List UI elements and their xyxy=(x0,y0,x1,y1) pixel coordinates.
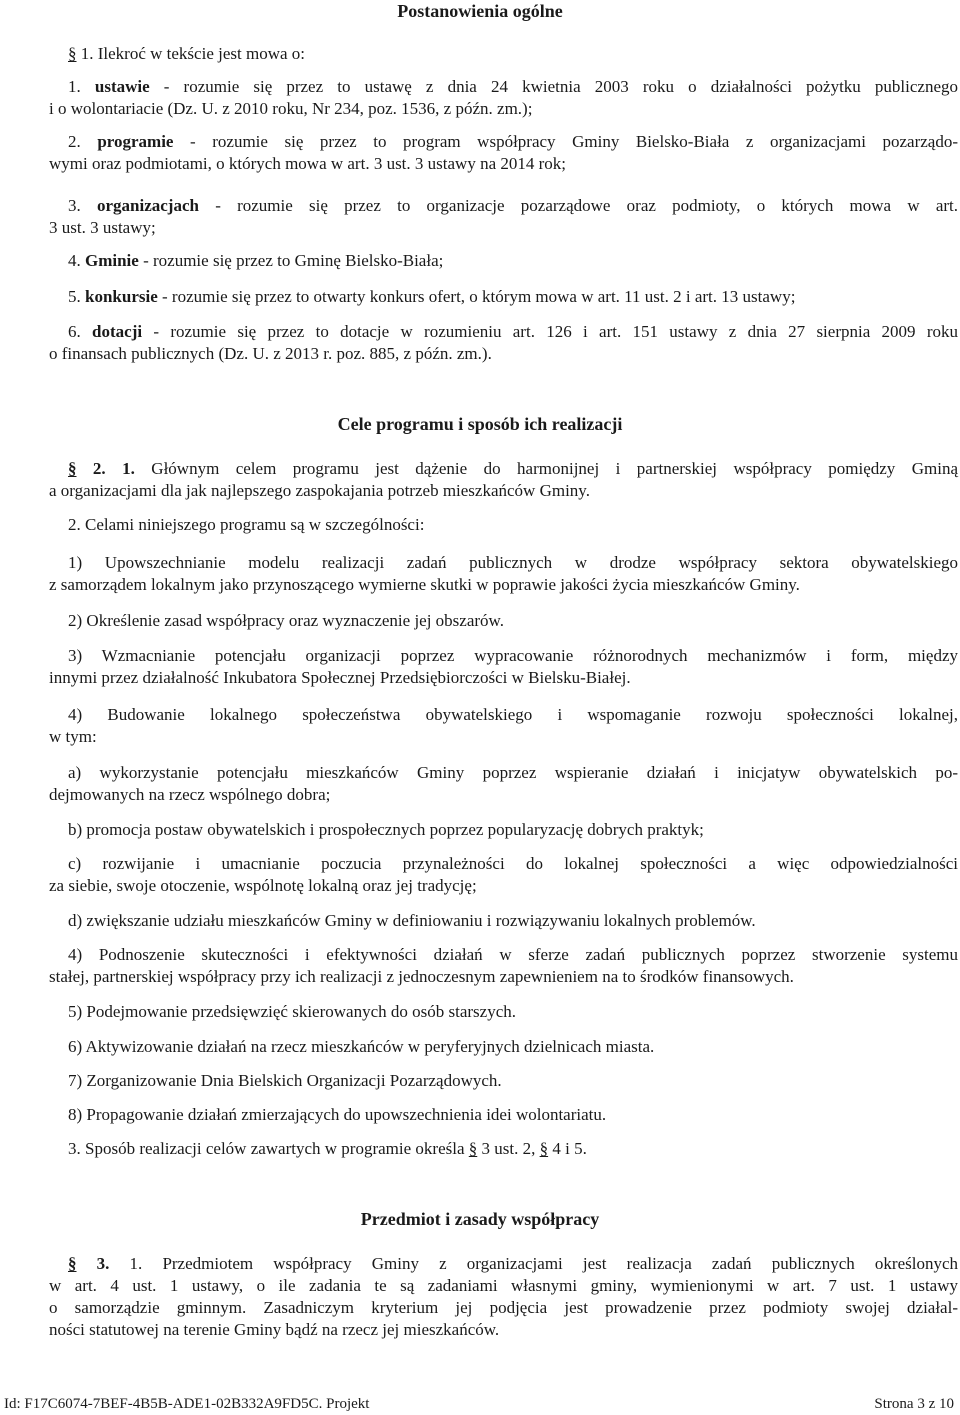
document-id: Id: F17C6074-7BEF-4B5B-ADE1-02B332A9FD5C. Projekt xyxy=(4,1396,370,1412)
goal-4-second-line-1: 4) Podnoszenie skuteczności i efektywności działań w sferze zadań publicznych poprzez stworzenie systemu xyxy=(68,945,958,964)
definition-term: organizacjach xyxy=(96,196,199,215)
goal-4-line-1: 4) Budowanie lokalnego społeczeństwa obywatelskiego i wspomaganie rozwoju społeczności lokalnej, xyxy=(68,705,958,724)
definition-2-line-1: 2. programie - rozumie się przez to program współpracy Gminy Bielsko-Biała z organizacjami pozarządo- xyxy=(68,132,959,151)
paragraph-1-intro-text: 1. Ilekroć w tekście jest mowa o: xyxy=(80,44,305,63)
goal-5: 5) Podejmowanie przedsięwzięć skierowanych do osób starszych. xyxy=(68,1002,517,1021)
paragraph-2-point-2: 2. Celami niniejszego programu są w szczególności: xyxy=(68,515,425,534)
definition-term: konkursie xyxy=(85,287,158,306)
goal-3-line-2: innymi przez działalność Inkubatora Społecznej Przedsiębiorczości w Bielsku-Białej. xyxy=(49,668,631,687)
paragraph-3-line-2: w art. 4 ust. 1 ustawy, o ile zadania te są zadaniami własnymi gminy, wymienionymi w art. 7 ust. 1 ustawy xyxy=(49,1276,958,1295)
section-sign: § xyxy=(68,44,77,63)
definition-term: programie xyxy=(97,132,174,151)
paragraph-1-intro xyxy=(68,43,305,65)
definition-2-line-2: wymi oraz podmiotami, o których mowa w art. 3 ust. 3 ustawy na 2014 rok; xyxy=(49,154,566,173)
definition-6-line-1: 6. dotacji - rozumie się przez to dotacje w rozumieniu art. 126 i art. 151 ustawy z dnia 27 sierpnia 2009 roku xyxy=(68,322,959,341)
section-sign: § xyxy=(68,459,77,478)
section-sign: § xyxy=(539,1139,549,1158)
goal-1-line-1: 1) Upowszechnianie modelu realizacji zadań publicznych w drodze współpracy sektora obywatelskiego xyxy=(68,553,958,572)
section-sign: § xyxy=(68,1254,77,1273)
goal-1-line-2: z samorządem lokalnym jako przynoszącego wymierne skutki w poprawie jakości życia mieszkańców Gminy. xyxy=(49,575,800,594)
definition-3-line-2: 3 ust. 3 ustawy; xyxy=(49,218,156,237)
paragraph-2-point-3: 3. Sposób realizacji celów zawartych w programie określa § 3 ust. 2, § 4 i 5. xyxy=(68,1139,587,1158)
paragraph-2-line-2: a organizacjami dla jak najlepszego zaspokajania potrzeb mieszkańców Gminy. xyxy=(49,481,590,500)
definition-6-line-2: o finansach publicznych (Dz. U. z 2013 r. poz. 885, z późn. zm.). xyxy=(49,344,492,363)
definition-term: ustawie xyxy=(94,77,150,96)
section-heading-goals: Cele programu i sposób ich realizacji xyxy=(337,414,623,434)
goal-8: 8) Propagowanie działań zmierzających do upowszechnienia idei wolontariatu. xyxy=(68,1105,607,1124)
goal-2: 2) Określenie zasad współpracy oraz wyznaczenie jej obszarów. xyxy=(68,611,504,630)
section-heading-cooperation: Przedmiot i zasady współpracy xyxy=(360,1209,600,1229)
page-number: Strona 3 z 10 xyxy=(874,1396,954,1412)
definition-5: 5. konkursie - rozumie się przez to otwarty konkurs ofert, o którym mowa w art. 11 ust. 2 i art. 13 ustawy; xyxy=(68,287,796,306)
paragraph-3-line-3: o samorządzie gminnym. Zasadniczym kryterium jej podjęcia jest prowadzenie przez podmioty swojej działal- xyxy=(49,1298,958,1317)
section-heading-general: Postanowienia ogólne xyxy=(397,1,563,21)
paragraph-2-line-1: § 2. 1. Głównym celem programu jest dążenie do harmonijnej i partnerskiej współpracy pomiędzy Gminą xyxy=(68,459,958,478)
section-sign: § xyxy=(468,1139,478,1158)
goal-7: 7) Zorganizowanie Dnia Bielskich Organizacji Pozarządowych. xyxy=(68,1071,502,1090)
goal-4-second-line-2: stałej, partnerskiej współpracy przy ich realizacji z jednoczesnym zapewnieniem na to środków finansowych. xyxy=(49,967,794,986)
paragraph-3-line-4: ności statutowej na terenie Gminy bądź na rzecz jej mieszkańców. xyxy=(49,1320,500,1339)
goal-3-line-1: 3) Wzmacnianie potencjału organizacji poprzez wypracowanie różnorodnych mechanizmów i form, między xyxy=(68,646,958,665)
definition-term: Gminie xyxy=(85,251,139,270)
goal-4a-line-2: dejmowanych na rzecz wspólnego dobra; xyxy=(49,785,331,804)
definition-4: 4. Gminie - rozumie się przez to Gminę Bielsko-Biała; xyxy=(68,251,444,270)
goal-4c-line-1: c) rozwijanie i umacnianie poczucia przynależności do lokalnej społeczności a więc odpowiedzialności xyxy=(68,854,958,873)
definition-3-line-1: 3. organizacjach - rozumie się przez to organizacje pozarządowe oraz podmioty, o których mowa w art. xyxy=(68,196,959,215)
goal-4b: b) promocja postaw obywatelskich i prospołecznych poprzez popularyzację dobrych praktyk; xyxy=(68,820,704,839)
goal-4a-line-1: a) wykorzystanie potencjału mieszkańców Gminy poprzez wspieranie działań i inicjatyw obywatelskich po- xyxy=(68,763,958,782)
goal-4-line-2: w tym: xyxy=(49,727,97,746)
definition-1-line-2: i o wolontariacie (Dz. U. z 2010 roku, Nr 234, poz. 1536, z późn. zm.); xyxy=(49,99,533,118)
goal-4c-line-2: za siebie, swoje otoczenie, wspólnotę lokalną oraz jej tradycję; xyxy=(49,876,477,895)
goal-4d: d) zwiększanie udziału mieszkańców Gminy w definiowaniu i rozwiązywaniu lokalnych problemów. xyxy=(68,911,756,930)
definition-term: dotacji xyxy=(92,322,143,341)
definition-1-line-1: 1. ustawie - rozumie się przez to ustawę z dnia 24 kwietnia 2003 roku o działalności pożytku publicznego xyxy=(68,77,959,96)
paragraph-3-line-1: § 3. 1. Przedmiotem współpracy Gminy z organizacjami jest realizacja zadań publicznych określonych xyxy=(68,1254,959,1273)
goal-6: 6) Aktywizowanie działań na rzecz mieszkańców w peryferyjnych dzielnicach miasta. xyxy=(68,1037,655,1056)
